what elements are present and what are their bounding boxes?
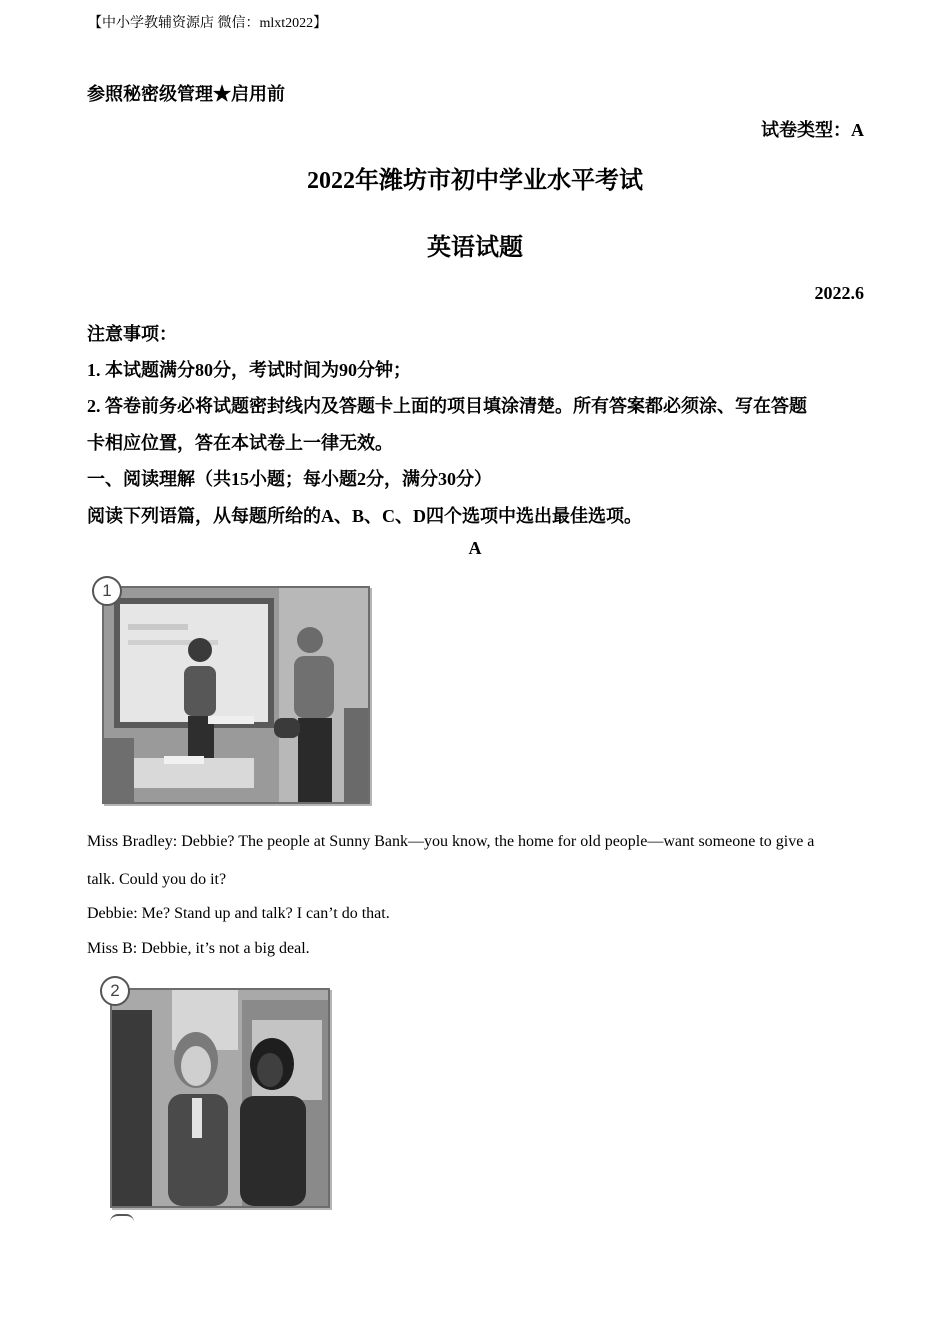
paper-type: 试卷类型：A bbox=[761, 120, 864, 140]
notes-item-2-line-1: 2. 答卷前务必将试题密封线内及答题卡上面的项目填涂清楚。所有答案都必须涂、写在答题 bbox=[87, 396, 807, 416]
picture-1 bbox=[102, 586, 370, 804]
store-header: 【中小学教辅资源店 微信：mlxt2022】 bbox=[88, 16, 328, 31]
notes-heading: 注意事项： bbox=[87, 324, 177, 344]
passage-letter: A bbox=[468, 538, 482, 558]
exam-subject: 英语试题 bbox=[427, 235, 523, 261]
exam-title: 2022年潍坊市初中学业水平考试 bbox=[307, 168, 643, 194]
section-heading: 一、阅读理解（共15小题；每小题2分，满分30分） bbox=[87, 469, 492, 489]
picture-2 bbox=[110, 988, 330, 1208]
hallway-illustration bbox=[112, 990, 328, 1206]
dialogue-line-2: Debbie: Me? Stand up and talk? I can’t do that. bbox=[87, 905, 390, 922]
dialogue-line-3: Miss B: Debbie, it’s not a big deal. bbox=[87, 940, 310, 957]
dialogue-line-1a: Miss Bradley: Debbie? The people at Sunny Bank—you know, the home for old people—want someone to give a bbox=[87, 833, 815, 850]
picture-3-number-partial bbox=[110, 1214, 134, 1222]
picture-1-number: 1 bbox=[92, 576, 122, 606]
section-instruction: 阅读下列语篇，从每题所给的A、B、C、D四个选项中选出最佳选项。 bbox=[87, 506, 642, 526]
classroom-illustration bbox=[104, 588, 368, 802]
picture-2-number: 2 bbox=[100, 976, 130, 1006]
notes-item-2-line-2: 卡相应位置，答在本试卷上一律无效。 bbox=[87, 433, 393, 453]
secret-level: 参照秘密级管理★启用前 bbox=[87, 84, 285, 104]
dialogue-line-1b: talk. Could you do it? bbox=[87, 871, 227, 888]
exam-date: 2022.6 bbox=[814, 283, 864, 303]
notes-item-1: 1. 本试题满分80分，考试时间为90分钟； bbox=[87, 360, 411, 380]
